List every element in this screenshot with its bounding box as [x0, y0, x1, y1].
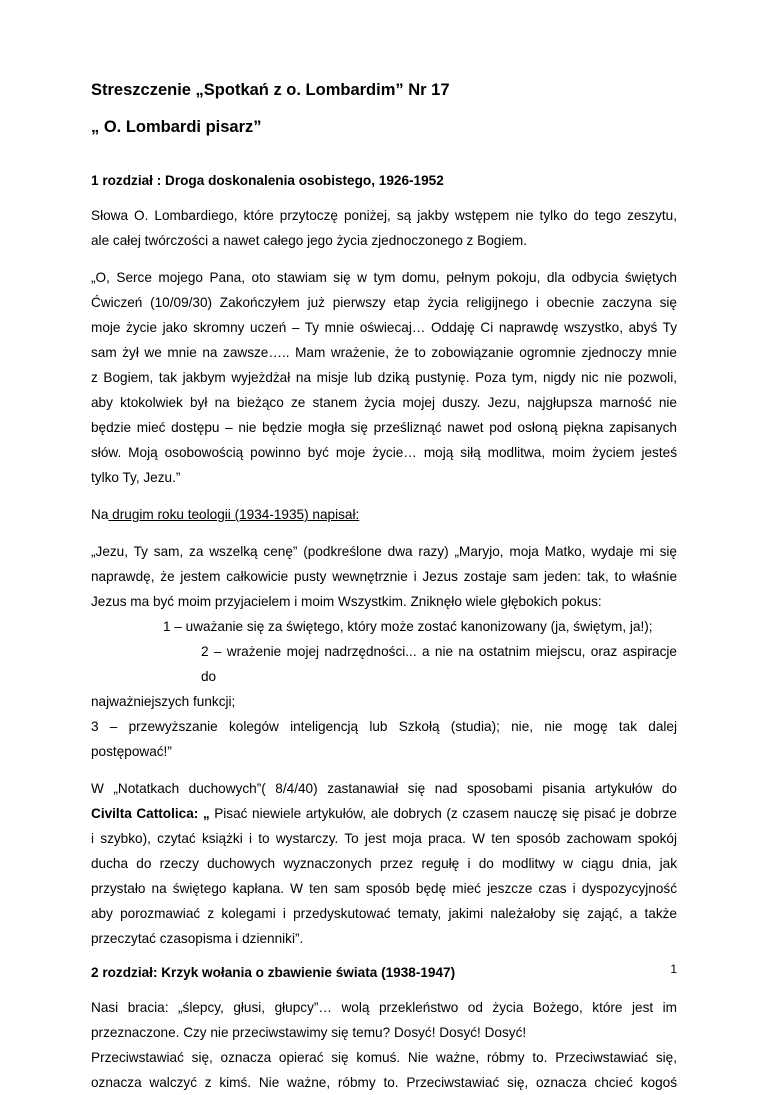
text-line: przeznaczone. Czy nie przeciwstawimy się temu? Dosyć! Dosyć! Dosyć! [91, 1025, 527, 1040]
text-line: Nasi bracia: „ślepcy, głusi, głupcy”… wolą przekleństwo od życia Bożego, które jest im [91, 1000, 677, 1015]
text-line: ale całej twórczości a nawet całego jego życia zjednoczonego z Bogiem. [91, 233, 527, 248]
text-line: i szybko), czytać książki i to wystarczy. To jest moja praca. W ten sposób zachowam spokój [91, 831, 677, 846]
text-line: aby ktokolwiek był na bieżąco ze stanem życia mojej duszy. Jezu, najgłupsza marność nie [91, 395, 677, 410]
list-item: 2 – wrażenie mojej nadrzędności... a nie na ostatnim miejscu, oraz aspiracje do [201, 644, 677, 684]
text-line: Ćwiczeń (10/09/30) Zakończyłem już pierwszy etap życia religijnego i obecnie zaczyna się [91, 295, 677, 310]
theology-prefix: Na [91, 507, 109, 522]
text-line: przystało na świętego kapłana. W ten sam sposób będę mieć jeszcze czas i dyspozycyjność [91, 881, 677, 896]
publication-name: Civilta Cattolica: „ [91, 806, 210, 821]
text-line: sam żył we mnie na zawsze….. Mam wrażenie, że to zobowiązanie ogromnie zjednoczy mnie [91, 345, 677, 360]
text-line: tylko Ty, Jezu.” [91, 470, 181, 485]
text-line: Słowa O. Lombardiego, które przytoczę poniżej, są jakby wstępem nie tylko do tego zeszytu, [91, 208, 677, 223]
list-item-continuation: najważniejszych funkcji; [91, 694, 236, 709]
text-line: aby porozmawiać z kolegami i przedyskutować tematy, jakimi należałoby się zająć, a także [91, 906, 677, 921]
text-line: „O, Serce mojego Pana, oto stawiam się w tym domu, pełnym pokoju, dla odbycia świętych [91, 270, 677, 285]
document-subtitle: „ O. Lombardi pisarz” [91, 118, 262, 136]
text-line: przeczytać czasopisma i dzienniki”. [91, 931, 304, 946]
list-item: 3 – przewyższanie kolegów inteligencją lub Szkołą (studia); nie, nie mogę tak dalej [91, 719, 677, 734]
chapter-1-intro [91, 203, 677, 253]
text-line: „Jezu, Ty sam, za wszelką cenę” (podkreślone dwa razy) „Maryjo, moja Matko, wydaje mi się [91, 544, 677, 559]
text-line: ducha do rzeczy duchowych wyznaczonych przez regułę i do modlitwy w ciągu dnia, jak [91, 856, 677, 871]
text-line: będzie mieć dostępu – nie będzie mogła się prześliznąć nawet pod osłoną piękna zapisanych [91, 420, 677, 435]
text-line: słów. Moją osobowością powinno być moje życie… moją siłą modlitwa, moim życiem jesteś [91, 445, 677, 460]
list-item: 1 – uważanie się za świętego, który może zostać kanonizowany (ja, świętym, ja!); [163, 619, 653, 634]
chapter-1-heading: 1 rozdział : Droga doskonalenia osobistego, 1926-1952 [91, 173, 444, 188]
page-number: 1 [670, 962, 677, 976]
text-line: oznacza walczyć z kimś. Nie ważne, róbmy to. Przeciwstawiać się, oznacza chcieć kogoś [91, 1075, 677, 1090]
list-item-continuation: postępować!” [91, 744, 172, 759]
notes-text: Pisać niewiele artykułów, ale dobrych (z czasem nauczę się pisać je dobrze [209, 806, 677, 821]
chapter-2-heading: 2 rozdział: Krzyk wołania o zbawienie świata (1938-1947) [91, 965, 456, 980]
text-line: moje życie jako skromny uczeń – Ty mnie oświecaj… Oddaję Ci naprawdę wszystko, abyś Ty [91, 320, 677, 335]
quote-theology [91, 539, 677, 764]
theology-underlined: drugim roku teologii (1934-1935) napisał: [108, 507, 360, 522]
text-line: z Bogiem, tak jakbym wyjeżdżał na misje lub dziką pustynię. Poza tym, nigdy nic nie pozwoli, [91, 370, 677, 385]
text-line [91, 801, 677, 826]
quote-1945 [91, 265, 677, 490]
spiritual-notes-paragraph [91, 776, 677, 951]
document-title: Streszczenie „Spotkań z o. Lombardim” Nr 17 [91, 81, 450, 99]
text-line: naprawdę, że jestem całkowicie pusty wewnętrznie i Jezus zostaje sam jeden: tak, to właśnie [91, 569, 677, 584]
text-line: W „Notatkach duchowych”( 8/4/40) zastanawiał się nad sposobami pisania artykułów do [91, 781, 677, 796]
text-line: Przeciwstawiać się, oznacza opierać się komuś. Nie ważne, róbmy to. Przeciwstawiać się, [91, 1050, 677, 1065]
text-line: Jezus ma być moim przyjacielem i moim Wszystkim. Zniknęło wiele głębokich pokus: [91, 594, 602, 609]
theology-intro [91, 502, 677, 527]
chapter-2-paragraph [91, 995, 677, 1095]
